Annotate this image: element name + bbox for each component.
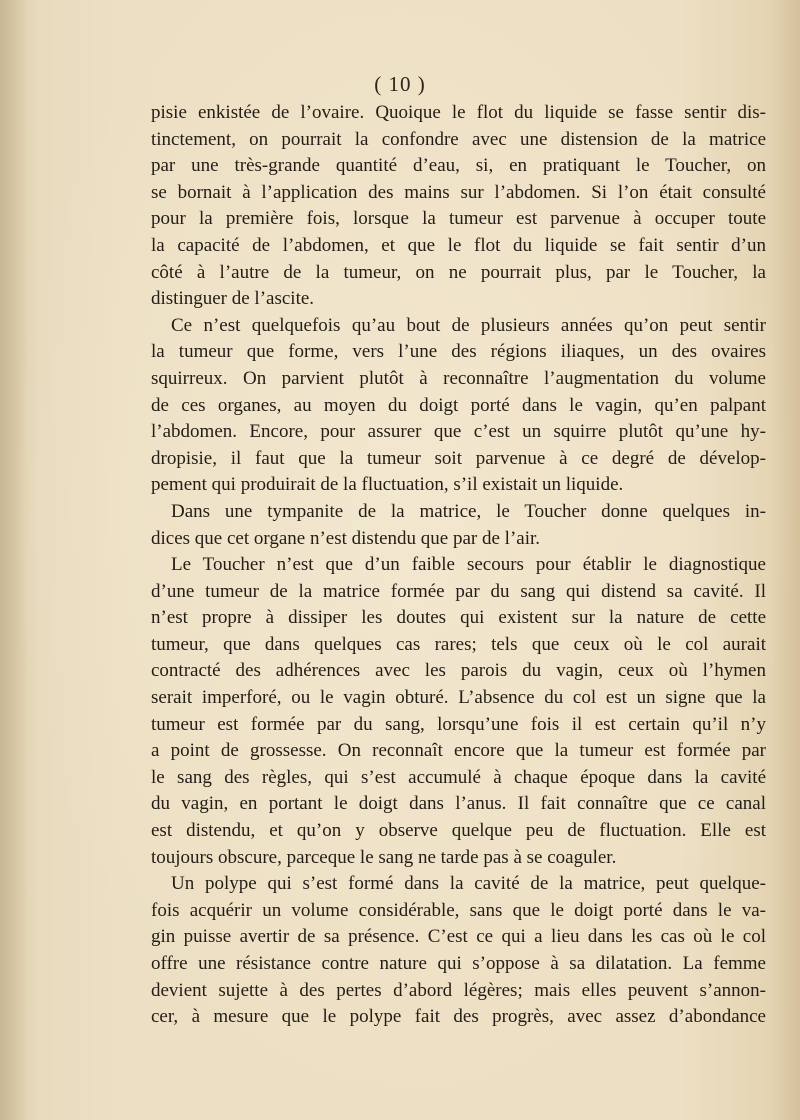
text-line: tinctement, on pourrait la confondre avec une distension de la matrice [151, 128, 766, 150]
text-line: pisie enkistée de l’ovaire. Quoique le flot du liquide se fasse sentir dis- [151, 102, 766, 123]
page-number: ( 10 ) [374, 72, 426, 96]
paragraph-start-line: Ce n’est quelquefois qu’au bout de plusieurs années qu’on peut sentir [171, 314, 766, 336]
text-line: squirreux. On parvient plutôt à reconnaître l’augmentation du volume [151, 367, 766, 389]
paragraph-end-line: dices que cet organe n’est distendu que par de l’air. [151, 527, 541, 549]
text-line: contracté des adhérences avec les parois du vagin, ceux où l’hymen [151, 660, 766, 682]
text-line: tumeur, que dans quelques cas rares; tels que ceux où le col aurait [151, 633, 766, 655]
text-line: la tumeur que forme, vers l’une des régions iliaques, un des ovaires [151, 341, 766, 363]
text-line: de ces organes, au moyen du doigt porté dans le vagin, qu’en palpant [151, 394, 766, 416]
paragraph-end-line: pement qui produirait de la fluctuation, s’il existait un liquide. [151, 474, 624, 496]
text-line: tumeur est formée par du sang, lorsqu’une fois il est certain qu’il n’y [151, 713, 766, 735]
paragraph-start-line: Un polype qui s’est formé dans la cavité de la matrice, peut quelque- [171, 873, 766, 895]
text-line: dropisie, il faut que la tumeur soit parvenue à ce degré de dévelop- [151, 447, 766, 469]
text-line: l’abdomen. Encore, pour assurer que c’est un squirre plutôt qu’une hy- [151, 421, 766, 443]
text-line: n’est propre à dissiper les doutes qui existent sur la nature de cette [151, 607, 766, 629]
body-text [151, 100, 766, 1031]
text-line: serait imperforé, ou le vagin obturé. L’absence du col est un signe que la [151, 687, 766, 709]
text-line: pour la première fois, lorsque la tumeur est parvenue à occuper toute [151, 208, 766, 230]
text-line: est distendu, et qu’on y observe quelque peu de fluctuation. Elle est [151, 820, 766, 842]
text-line: cer, à mesure que le polype fait des progrès, avec assez d’abondance [151, 1006, 766, 1028]
text-line: devient sujette à des pertes d’abord légères; mais elles peuvent s’annon- [151, 979, 766, 1001]
page-edge-shading [0, 0, 28, 1120]
text-line: gin puisse avertir de sa présence. C’est ce qui a lieu dans les cas où le col [151, 926, 766, 948]
text-line: du vagin, en portant le doigt dans l’anus. Il fait connaître que ce canal [151, 793, 766, 815]
text-line: le sang des règles, qui s’est accumulé à chaque époque dans la cavité [151, 766, 766, 788]
paragraph-start-line: Dans une tympanite de la matrice, le Toucher donne quelques in- [171, 500, 766, 522]
text-line: la capacité de l’abdomen, et que le flot du liquide se fait sentir d’un [151, 234, 766, 256]
text-line: par une très-grande quantité d’eau, si, en pratiquant le Toucher, on [151, 155, 766, 177]
text-line: se bornait à l’application des mains sur l’abdomen. Si l’on était consulté [151, 181, 766, 203]
paragraph-start-line: Le Toucher n’est que d’un faible secours pour établir le diagnostique [171, 554, 766, 576]
text-line: a point de grossesse. On reconnaît encore que la tumeur est formée par [151, 740, 766, 762]
paragraph-end-line: toujours obscure, parceque le sang ne tarde pas à se coaguler. [151, 846, 617, 868]
text-line: offre une résistance contre nature qui s’oppose à sa dilatation. La femme [151, 953, 766, 974]
text-line: côté à l’autre de la tumeur, on ne pourrait plus, par le Toucher, la [151, 261, 766, 283]
text-line: d’une tumeur de la matrice formée par du sang qui distend sa cavité. Il [151, 580, 766, 602]
paragraph-end-line: distinguer de l’ascite. [151, 288, 315, 310]
text-line: fois acquérir un volume considérable, sans que le doigt porté dans le va- [151, 899, 766, 921]
